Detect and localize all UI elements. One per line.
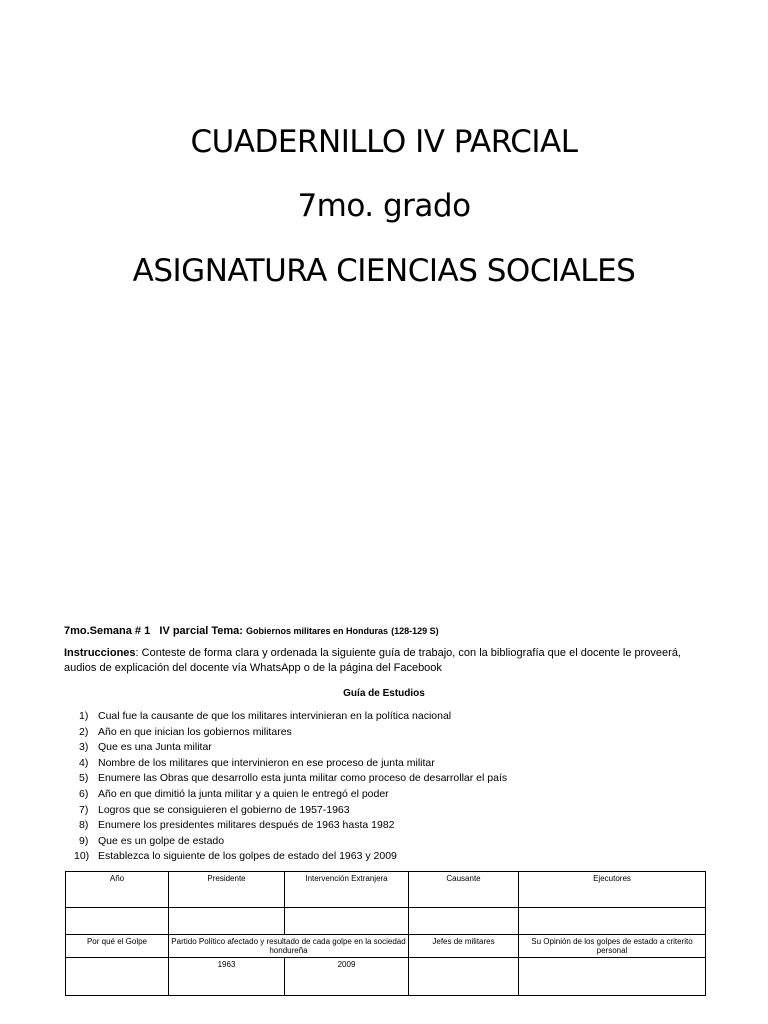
question-item: 1) Cual fue la causante de que los militares intervinieran en la política nacional (79, 710, 452, 722)
table-header-row-2 (66, 935, 706, 958)
year-2009-cell[interactable]: 2009 (285, 958, 409, 996)
topic-name: Gobiernos militares en Honduras (246, 626, 389, 636)
question-list (64, 709, 704, 865)
table-cell[interactable] (409, 958, 519, 996)
instructions-text: : Conteste de forma clara y ordenada la siguiente guía de trabajo, con la bibliografía que el docente le proveerá, audios de explicación del docente vía WhatsApp o de la página del Facebook (64, 647, 681, 674)
question-item: 2) Año en que inician los gobiernos militares (79, 725, 292, 738)
header-personal-opinion: Su Opinión de los golpes de estado a criterito personal (519, 935, 706, 958)
table-cell[interactable] (285, 908, 409, 935)
question-item: 4) Nombre de los militares que intervinieron en ese proceso de junta militar (79, 756, 435, 769)
question-item: 5) Enumere las Obras que desarrollo esta junta militar como proceso de desarrollar el país (79, 772, 508, 785)
question-item: 9) Que es un golpe de estado (79, 834, 225, 847)
question-item: 8) Enumere los presidentes militares después de 1963 hasta 1982 (79, 819, 395, 832)
week-topic-line (64, 624, 704, 639)
table-cell[interactable] (66, 958, 169, 996)
table-cell[interactable] (519, 908, 706, 935)
table-row (66, 958, 706, 996)
header-year: Año (66, 872, 169, 908)
header-foreign-intervention: Intervención Extranjera (285, 872, 409, 908)
question-item: 6) Año en que dimitió la junta militar y a quien le entregó el poder (79, 787, 389, 800)
topic-pages: (128-129 S) (391, 626, 439, 636)
parcial-label: IV parcial Tema: (159, 625, 243, 637)
header-president: Presidente (169, 872, 285, 908)
cover-title-line-3: ASIGNATURA CIENCIAS SOCIALES (132, 253, 636, 289)
instructions-label: Instrucciones (64, 647, 136, 659)
cover-title-line-1: CUADERNILLO IV PARCIAL (190, 124, 578, 160)
table-cell[interactable] (169, 908, 285, 935)
study-guide-title: Guía de Estudios (343, 688, 425, 699)
header-why-coup: Por qué el Golpe (66, 935, 169, 958)
question-item: 3) Que es una Junta militar (79, 741, 212, 754)
header-military-chiefs: Jefes de militares (409, 935, 519, 958)
instructions (64, 646, 704, 676)
year-1963-cell[interactable]: 1963 (169, 958, 285, 996)
table-cell[interactable] (519, 958, 706, 996)
table-cell[interactable] (66, 908, 169, 935)
cover-title-line-2: 7mo. grado (297, 188, 471, 224)
header-cause: Causante (409, 872, 519, 908)
coup-comparison-table (65, 871, 706, 996)
question-item: 10) Establezca lo siguiente de los golpes de estado del 1963 y 2009 (74, 850, 397, 863)
table-header-row (66, 872, 706, 908)
header-party-affected: Partido Político afectado y resultado de cada golpe en la sociedad hondureña (169, 935, 409, 958)
header-executors: Ejecutores (519, 872, 706, 908)
table-row (66, 908, 706, 935)
week-label: 7mo.Semana # 1 (64, 625, 151, 637)
table-cell[interactable] (409, 908, 519, 935)
question-item: 7) Logros que se consiguieren el gobierno de 1957-1963 (79, 803, 350, 816)
